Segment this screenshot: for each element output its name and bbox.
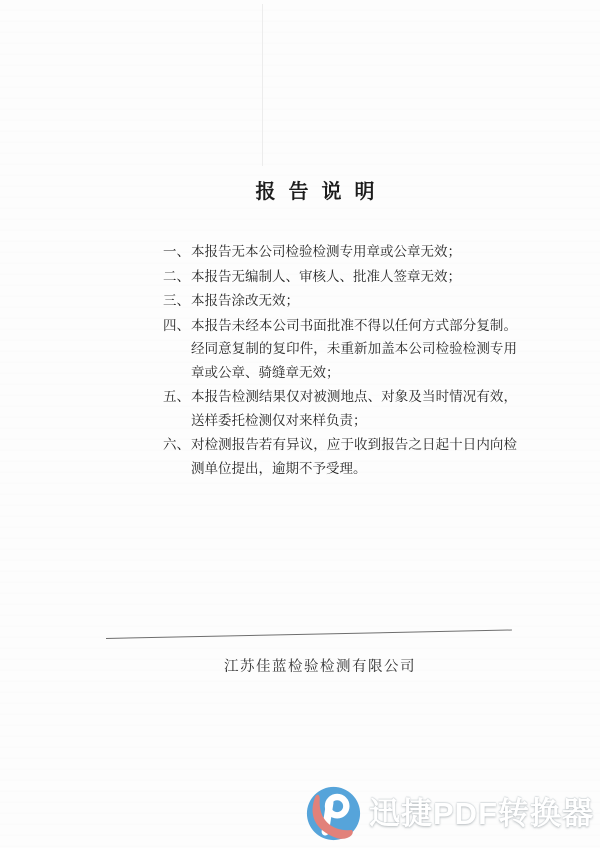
note-number: 四、 — [163, 317, 190, 333]
note-number: 六、 — [163, 437, 190, 452]
note-text: 本报告无编制人、审核人、批准人签章无效； — [191, 268, 461, 284]
pdf-converter-logo-icon — [306, 786, 361, 841]
note-item — [163, 433, 517, 480]
note-item — [163, 265, 517, 289]
watermark-brand-text: 迅捷PDF转换器 — [369, 796, 594, 831]
footer-divider-line — [106, 629, 512, 639]
note-number: 一、 — [163, 244, 190, 259]
page-title: 报告说明 — [255, 181, 388, 203]
note-item — [163, 314, 517, 385]
note-item — [163, 385, 517, 432]
note-text: 对检测报告若有异议，应于收到报告之日起十日内向检测单位提出，逾期不予受理。 — [191, 437, 517, 476]
note-text: 本报告涂改无效； — [191, 293, 299, 308]
note-number: 五、 — [163, 389, 190, 404]
pdf-converter-watermark — [306, 786, 594, 841]
scan-fold-line — [262, 4, 263, 166]
note-number: 二、 — [163, 268, 190, 284]
note-number: 三、 — [163, 293, 190, 308]
note-text: 本报告检测结果仅对被测地点、对象及当时情况有效，送样委托检测仅对来样负责； — [191, 389, 517, 428]
note-text: 本报告无本公司检验检测专用章或公章无效； — [191, 244, 461, 259]
note-text: 本报告未经本公司书面批准不得以任何方式部分复制。经同意复制的复印件，未重新加盖本公司检验检测专用章或公章、骑缝章无效； — [191, 317, 517, 380]
company-name: 江苏佳蓝检验检测有限公司 — [224, 659, 416, 675]
note-item — [163, 289, 517, 313]
report-notes-list — [163, 240, 517, 481]
note-item — [163, 240, 517, 264]
